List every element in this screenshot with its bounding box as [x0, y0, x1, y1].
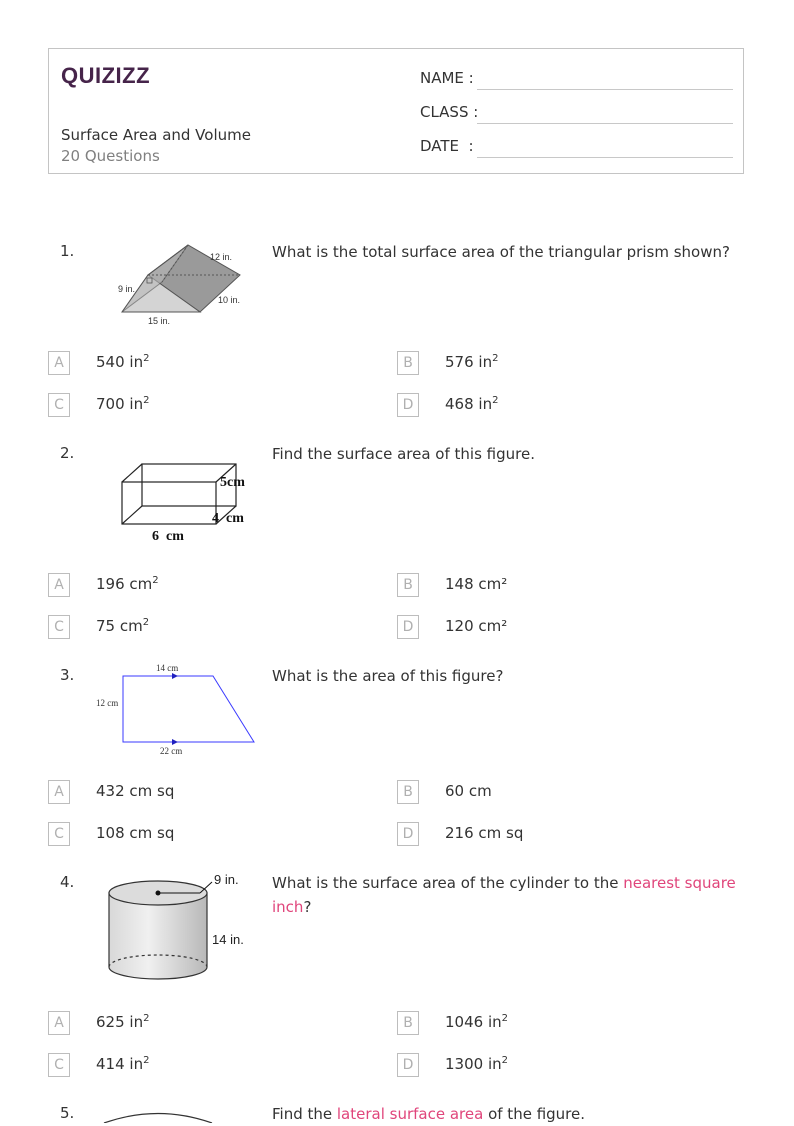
- question-text: [272, 1102, 742, 1126]
- fig-label: 5cm: [220, 475, 245, 490]
- question-text-part: of the figure.: [483, 1105, 586, 1123]
- highlighted-term: nearest square inch: [272, 874, 736, 916]
- highlighted-term: lateral surface area: [336, 1105, 484, 1123]
- option-letter: C: [48, 615, 70, 639]
- fig-label: 4 cm: [212, 511, 244, 526]
- option-value: 148 cm²: [445, 575, 508, 593]
- option-letter: B: [397, 573, 419, 597]
- option-value: 75 cm: [96, 617, 143, 635]
- option-letter: D: [397, 1053, 419, 1077]
- question-text-part: What is the surface area of the cylinder to the: [272, 874, 624, 892]
- option-value: 1300 in: [445, 1055, 502, 1073]
- option-value: 576 in: [445, 353, 493, 371]
- option-letter: C: [48, 1053, 70, 1077]
- option-value: 108 cm sq: [96, 824, 175, 842]
- rectangular-prism-figure: [90, 458, 260, 544]
- question-count: 20 Questions: [61, 147, 160, 165]
- question-text: Find the surface area of this figure.: [272, 445, 535, 463]
- option-letter: C: [48, 822, 70, 846]
- cylinder-figure: [90, 869, 260, 987]
- option-value: 120 cm²: [445, 617, 508, 635]
- option-sup: 2: [143, 1013, 150, 1024]
- fig-label: 9 in.: [214, 872, 239, 887]
- fig-label: 22 cm: [160, 746, 183, 756]
- option-letter: D: [397, 393, 419, 417]
- option-value: 196 cm: [96, 575, 153, 593]
- question-text: [272, 871, 742, 919]
- date-line[interactable]: [477, 157, 733, 158]
- option-value: 432 cm sq: [96, 782, 175, 800]
- option-sup: 2: [152, 575, 159, 586]
- question-text: What is the total surface area of the triangular prism shown?: [272, 243, 730, 261]
- option-sup: 2: [143, 353, 150, 364]
- option-letter: A: [48, 351, 70, 375]
- option-value: 540 in: [96, 353, 144, 371]
- question-text: What is the area of this figure?: [272, 667, 504, 685]
- fig-label: 12 in.: [210, 252, 233, 262]
- question-text-part: ?: [303, 898, 312, 916]
- option-value: 414 in: [96, 1055, 144, 1073]
- option-sup: 2: [143, 1055, 150, 1066]
- fig-label: 15 in.: [148, 316, 171, 326]
- question-number: 4.: [60, 873, 75, 891]
- fig-label: 9 in.: [118, 284, 136, 294]
- class-label: CLASS :: [420, 103, 479, 121]
- option-sup: 2: [501, 1055, 508, 1066]
- name-line[interactable]: [477, 89, 733, 90]
- question-number: 3.: [60, 666, 75, 684]
- option-value: 60 cm: [445, 782, 492, 800]
- worksheet-header: [48, 48, 744, 174]
- name-label: NAME :: [420, 69, 474, 87]
- option-sup: 2: [143, 395, 150, 406]
- option-letter: A: [48, 780, 70, 804]
- fig-label: 12 cm: [96, 698, 119, 708]
- option-value: 700 in: [96, 395, 144, 413]
- question-number: 2.: [60, 444, 75, 462]
- question-number: 5.: [60, 1104, 75, 1122]
- worksheet-title: Surface Area and Volume: [61, 126, 251, 144]
- trapezoid-figure: [90, 662, 260, 758]
- option-letter: A: [48, 1011, 70, 1035]
- option-letter: D: [397, 615, 419, 639]
- option-sup: 2: [492, 395, 499, 406]
- option-sup: 2: [501, 1013, 508, 1024]
- fig-label: 14 in.: [212, 932, 244, 947]
- option-letter: B: [397, 780, 419, 804]
- option-value: 216 cm sq: [445, 824, 524, 842]
- question-number: 1.: [60, 242, 75, 260]
- question-text-part: Find the: [272, 1105, 337, 1123]
- option-letter: C: [48, 393, 70, 417]
- class-line[interactable]: [477, 123, 733, 124]
- option-sup: 2: [142, 617, 150, 628]
- fig-label: 10 in.: [218, 295, 241, 305]
- option-sup: 2: [492, 353, 499, 364]
- option-letter: B: [397, 1011, 419, 1035]
- logo-text: QUIZIZZ: [61, 63, 151, 88]
- fig-label: 6 cm: [152, 529, 184, 544]
- date-label: DATE :: [420, 137, 474, 155]
- option-letter: A: [48, 573, 70, 597]
- triangular-prism-figure: [90, 240, 260, 330]
- option-value: 1046 in: [445, 1013, 502, 1031]
- option-letter: B: [397, 351, 419, 375]
- quizizz-logo: [61, 61, 153, 89]
- option-value: 468 in: [445, 395, 493, 413]
- option-letter: D: [397, 822, 419, 846]
- fig-label: 14 cm: [156, 663, 179, 673]
- option-value: 625 in: [96, 1013, 144, 1031]
- question-5-figure: [90, 1110, 260, 1123]
